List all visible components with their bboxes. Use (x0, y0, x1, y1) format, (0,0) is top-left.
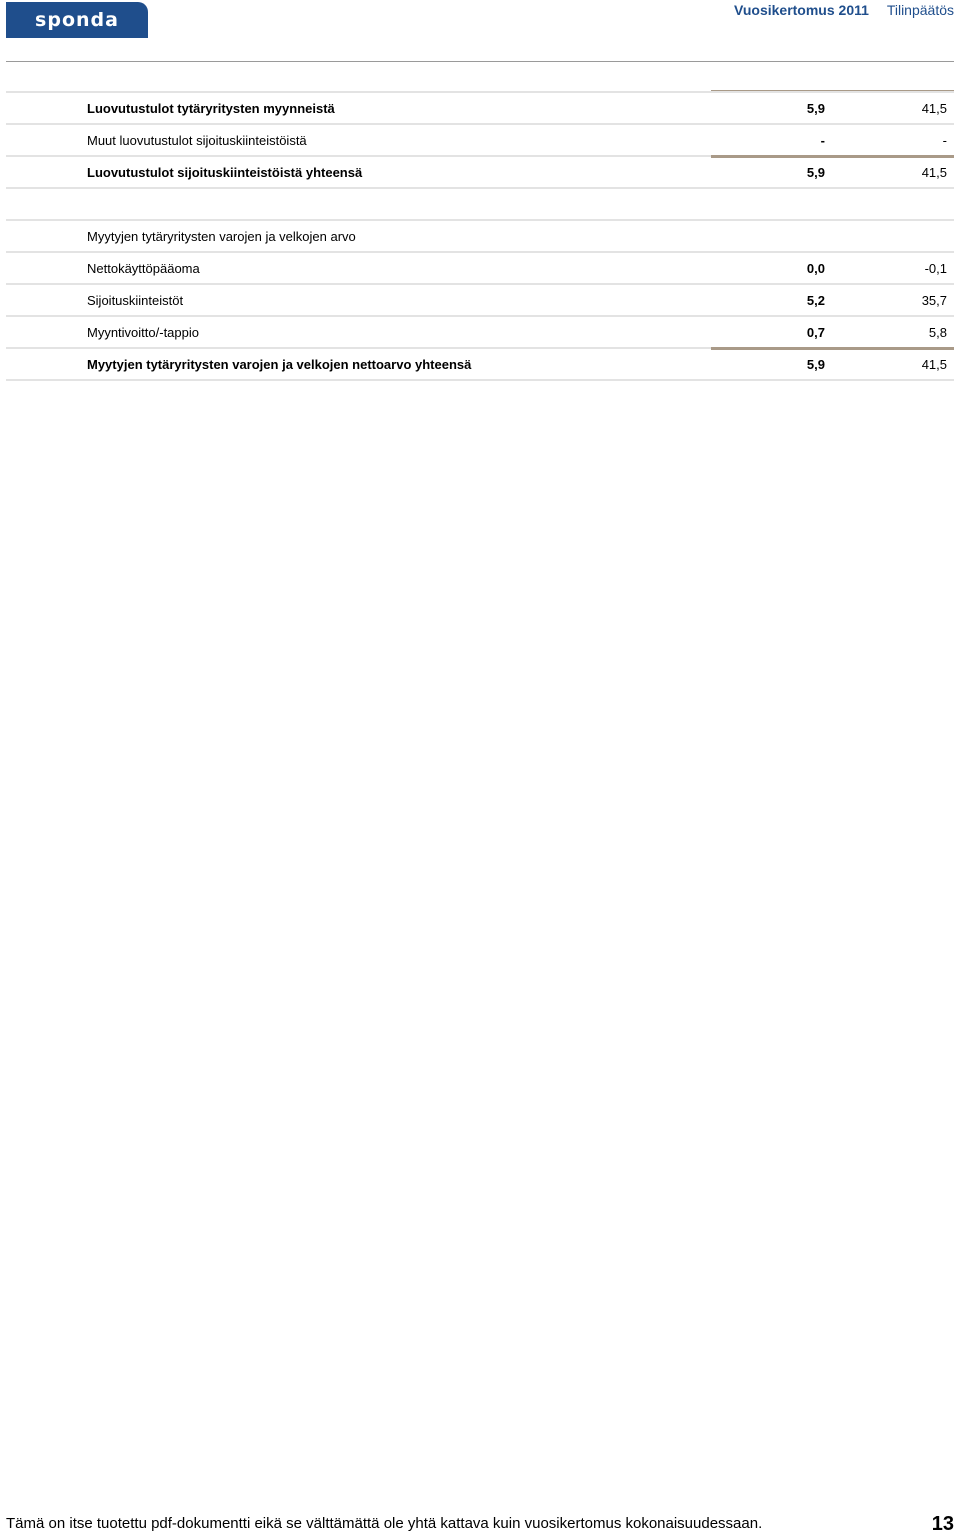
row-value-previous: -0,1 (924, 261, 947, 276)
sponda-logo (6, 2, 148, 38)
row-value-previous: 5,8 (928, 325, 947, 340)
row-value-previous: 35,7 (921, 293, 947, 308)
table-row (6, 253, 954, 285)
header-divider (6, 61, 954, 62)
table-spacer-row (6, 189, 954, 221)
row-value-current: 0,7 (806, 325, 825, 340)
disposal-table (6, 91, 954, 381)
row-label: Nettokäyttöpääoma (87, 261, 200, 276)
table-row (6, 317, 954, 349)
row-value-current: 5,9 (806, 357, 825, 372)
page-number: 13 (931, 1513, 954, 1535)
row-label: Myytyjen tytäryritysten varojen ja velkojen nettoarvo yhteensä (87, 357, 472, 372)
row-label: Luovutustulot tytäryritysten myynneistä (87, 101, 335, 116)
row-value-previous: 41,5 (921, 357, 947, 372)
row-value-previous: 41,5 (921, 165, 947, 180)
section-title: Tilinpäätös (886, 2, 954, 18)
row-label: Myyntivoitto/-tappio (87, 325, 199, 340)
row-label: Myytyjen tytäryritysten varojen ja velkojen arvo (87, 229, 356, 244)
table-row (6, 349, 954, 381)
row-value-current: 5,9 (806, 165, 825, 180)
row-label: Luovutustulot sijoituskiinteistöistä yhteensä (87, 165, 363, 180)
logo-text: sponda (35, 8, 119, 31)
row-value-previous: - (942, 133, 947, 148)
row-label: Sijoituskiinteistöt (87, 293, 184, 308)
table-row (6, 157, 954, 189)
row-value-current: - (820, 133, 825, 148)
row-value-current: 0,0 (806, 261, 825, 276)
table-row (6, 91, 954, 125)
row-value-current: 5,2 (806, 293, 825, 308)
row-value-previous: 41,5 (921, 101, 947, 116)
page-header (734, 1, 954, 19)
table-row (6, 221, 954, 253)
table-row (6, 125, 954, 157)
footer-note: Tämä on itse tuotettu pdf-dokumentti eikä se välttämättä ole yhtä kattava kuin vuosikertomus kokonaisuudessaan. (6, 1515, 763, 1532)
row-value-current: 5,9 (806, 101, 825, 116)
report-title: Vuosikertomus 2011 (734, 2, 869, 18)
table-row (6, 285, 954, 317)
row-label: Muut luovutustulot sijoituskiinteistöistä (87, 133, 307, 148)
